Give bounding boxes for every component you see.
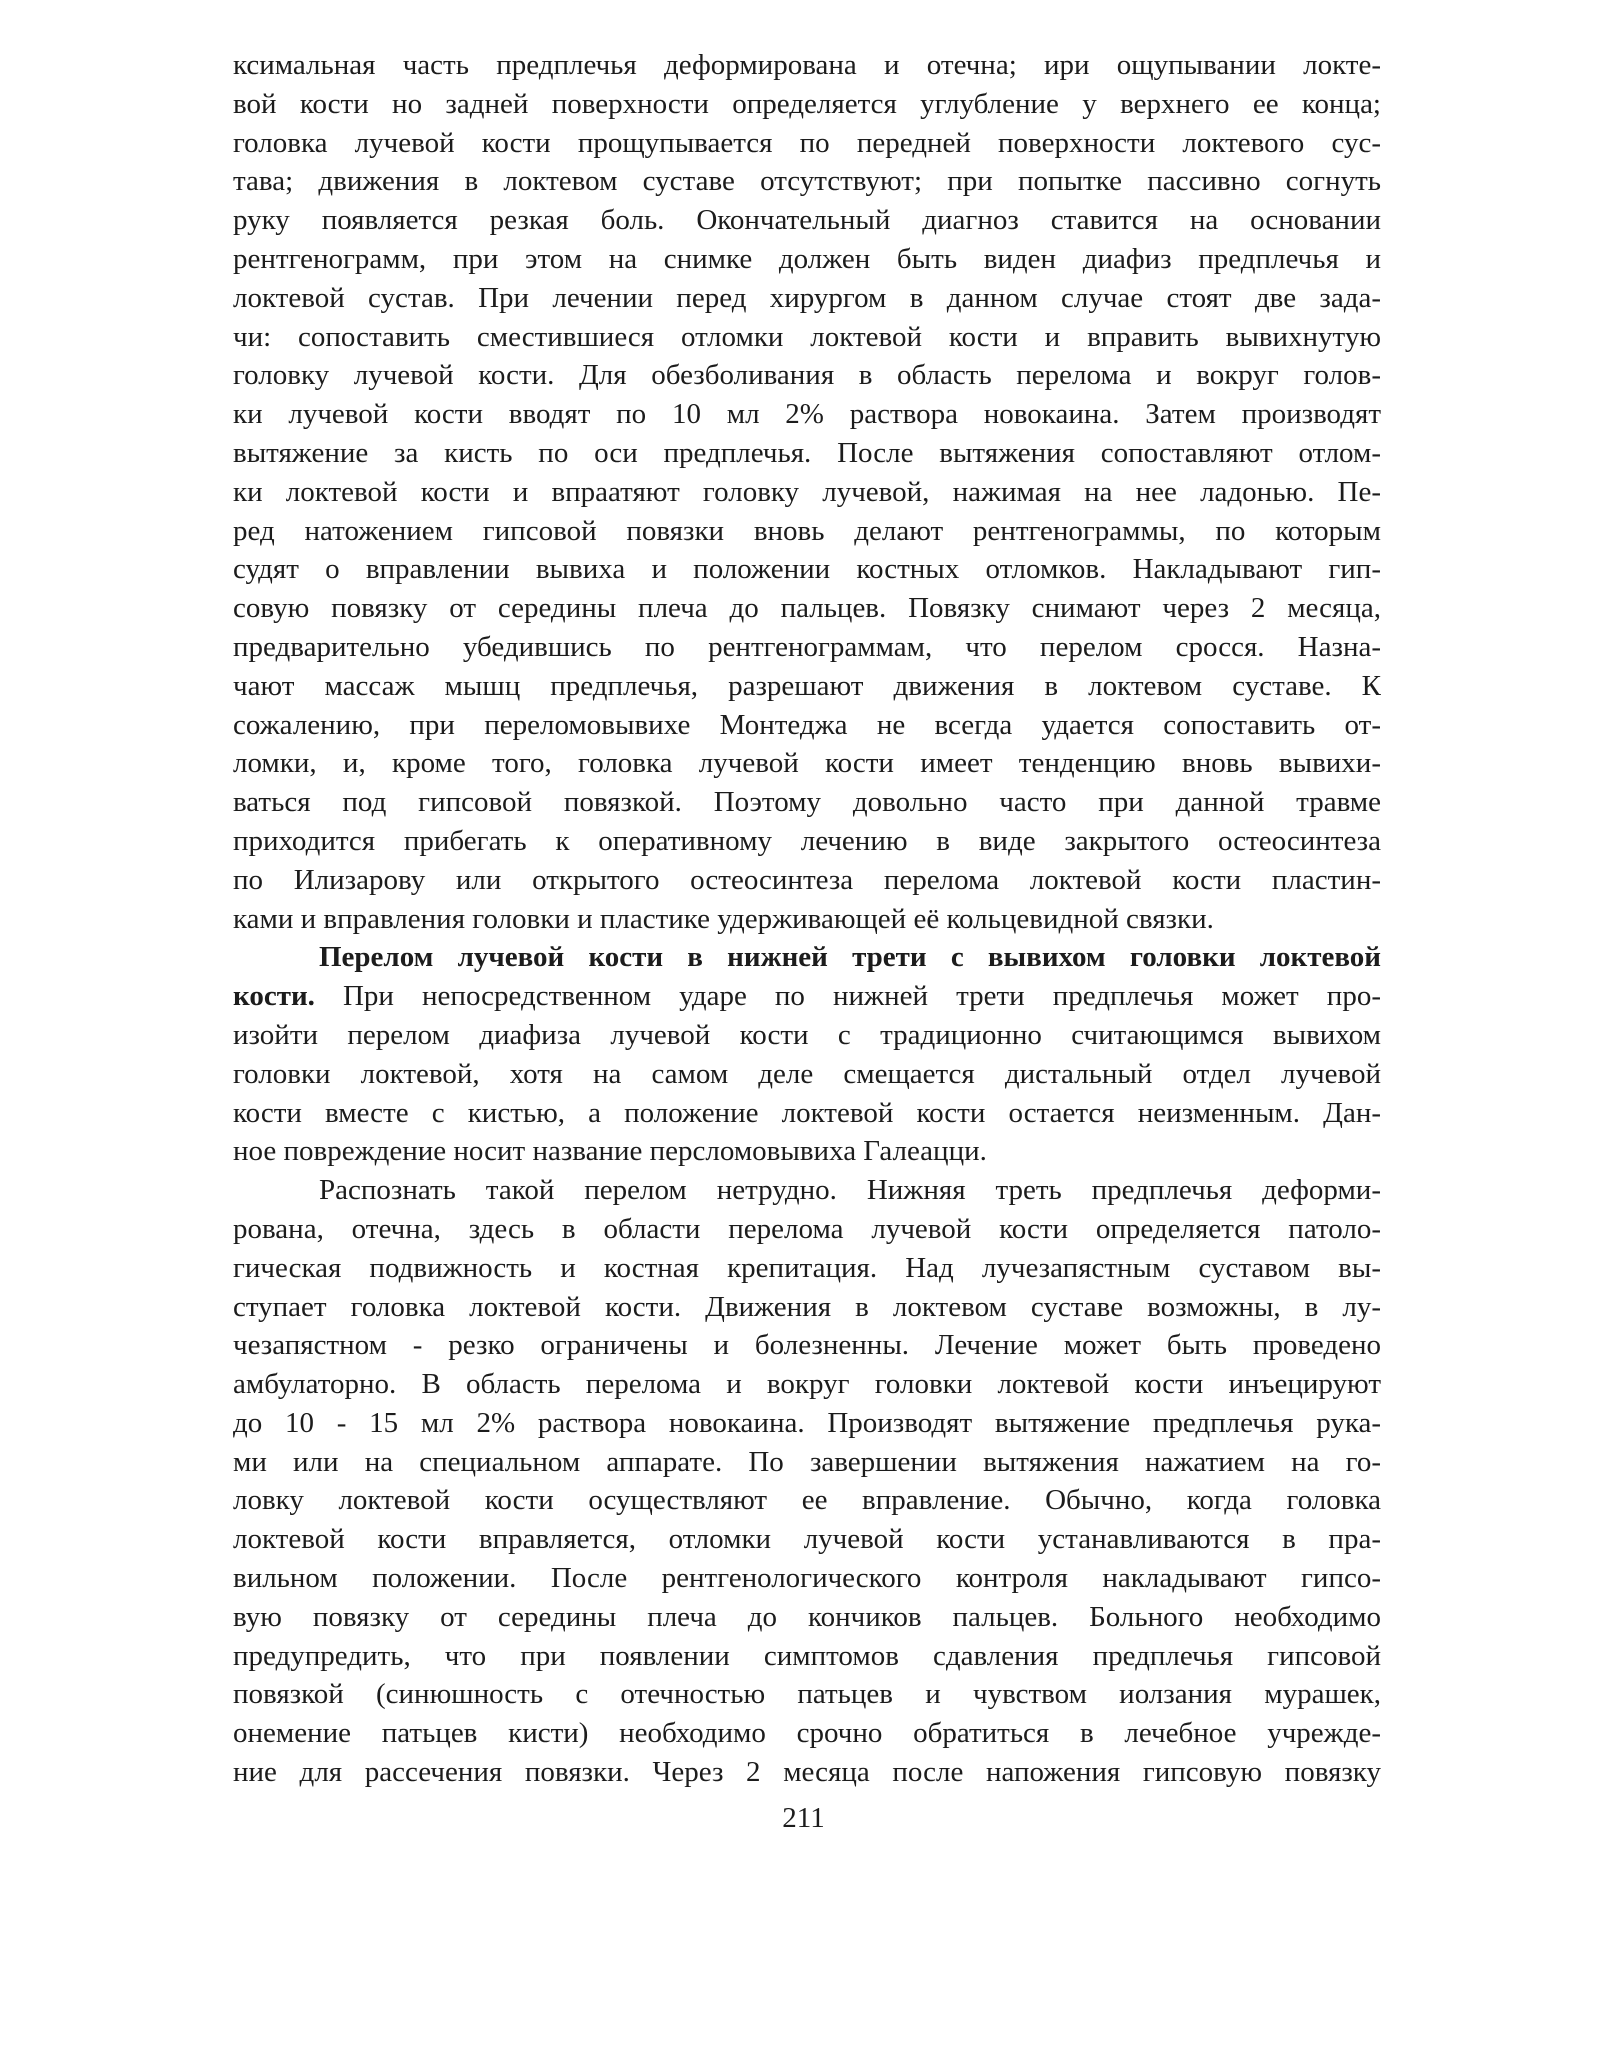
- text-line: ки лучевой кости вводят по 10 мл 2% раствора новокаина. Затем производят: [233, 398, 1381, 431]
- page-body: [233, 46, 1381, 1792]
- text-line: Распознать такой перелом нетрудно. Нижняя треть предплечья деформи-: [319, 1174, 1381, 1207]
- text-line: ками и вправления головки и пластике удерживающей её кольцевидной связки.: [233, 902, 1214, 935]
- text-line: головку лучевой кости. Для обезболивания в область перелома и вокруг голов-: [233, 359, 1381, 392]
- section-heading-end: кости.: [233, 980, 315, 1013]
- text-line: рентгенограмм, при этом на снимке должен быть виден диафиз предплечья и: [233, 242, 1381, 275]
- text-line: изойти перелом диафиза лучевой кости с традиционно считающимся вывихом: [233, 1018, 1381, 1051]
- text-line: ступает головка локтевой кости. Движения в локтевом суставе возможны, в лу-: [233, 1290, 1381, 1323]
- text-line: руку появляется резкая боль. Окончательный диагноз ставится на основании: [233, 204, 1381, 237]
- text-line: [233, 977, 1381, 1016]
- text-line: судят о вправлении вывиха и положении костных отломков. Накладывают гип-: [233, 553, 1381, 586]
- paragraph-3: [233, 1171, 1381, 1792]
- text-line: ние для рассечения повязки. Через 2 месяца после напожения гипсовую повязку: [233, 1756, 1381, 1789]
- text-line: вую повязку от середины плеча до кончиков пальцев. Больного необходимо: [233, 1600, 1381, 1633]
- text-line: предупредить, что при появлении симптомов сдавления предплечья гипсовой: [233, 1639, 1381, 1672]
- text-line: до 10 - 15 мл 2% раствора новокаина. Производят вытяжение предплечья рука-: [233, 1406, 1381, 1439]
- text-line: рована, отечна, здесь в области перелома лучевой кости определяется патоло-: [233, 1212, 1381, 1245]
- paragraph-1: [233, 46, 1381, 938]
- text-line: совую повязку от середины плеча до пальцев. Повязку снимают через 2 месяца,: [233, 592, 1381, 625]
- text-line: сожалению, при переломовывихе Монтеджа не всегда удается сопоставить от-: [233, 708, 1381, 741]
- text-line: предварительно убедившись по рентгенограммам, что перелом сросся. Назна-: [233, 630, 1381, 663]
- text-line: вытяжение за кисть по оси предплечья. После вытяжения сопоставляют отлом-: [233, 436, 1381, 469]
- page-number: 211: [782, 1802, 825, 1834]
- text-line: головки локтевой, хотя на самом деле смещается дистальный отдел лучевой: [233, 1057, 1381, 1090]
- text-line: ломки, и, кроме того, головка лучевой кости имеет тенденцию вновь вывихи-: [233, 747, 1381, 780]
- text-line: локтевой кости вправляется, отломки лучевой кости устанавливаются в пра-: [233, 1523, 1381, 1556]
- text-line: по Илизарову или открытого остеосинтеза перелома локтевой кости пластин-: [233, 863, 1381, 896]
- text-line: вильном положении. После рентгенологического контроля накладывают гипсо-: [233, 1562, 1381, 1595]
- text-line: онемение патьцев кисти) необходимо срочно обратиться в лечебное учрежде-: [233, 1717, 1381, 1750]
- text-line: чи: сопоставить сместившиеся отломки локтевой кости и вправить вывихнутую: [233, 320, 1381, 353]
- text-line: ваться под гипсовой повязкой. Поэтому довольно часто при данной травме: [233, 786, 1381, 819]
- text-line: амбулаторно. В область перелома и вокруг головки локтевой кости инъецируют: [233, 1368, 1381, 1401]
- text-line: локтевой сустав. При лечении перед хирургом в данном случае стоят две зада-: [233, 281, 1381, 314]
- text-line: чезапястном - резко ограничены и болезненны. Лечение может быть проведено: [233, 1329, 1381, 1362]
- text-line: ное повреждение носит название персломовывиха Галеацци.: [233, 1135, 987, 1168]
- text-line: ловку локтевой кости осуществляют ее вправление. Обычно, когда головка: [233, 1484, 1381, 1517]
- text-line: головка лучевой кости прощупывается по передней поверхности локтевого сус-: [233, 126, 1381, 159]
- section-heading: Перелом лучевой кости в нижней трети с вывихом головки локтевой: [319, 941, 1381, 974]
- text-line: чают массаж мышц предплечья, разрешают движения в локтевом суставе. К: [233, 669, 1381, 702]
- text-line: приходится прибегать к оперативному лечению в виде закрытого остеосинтеза: [233, 824, 1381, 857]
- text-line: тава; движения в локтевом суставе отсутствуют; при попытке пассивно согнуть: [233, 165, 1381, 198]
- text-line: повязкой (синюшность с отечностью патьцев и чувством иолзания мурашек,: [233, 1678, 1381, 1711]
- text-line: гическая подвижность и костная крепитация. Над лучезапястным суставом вы-: [233, 1251, 1381, 1284]
- text-line: ки локтевой кости и впраатяют головку лучевой, нажимая на нее ладонью. Пе-: [233, 475, 1381, 508]
- text-line: ксимальная часть предплечья деформирована и отечна; ири ощупывании локте-: [233, 49, 1381, 81]
- text-line: ред натожением гипсовой повязки вновь делают рентгенограммы, по которым: [233, 514, 1381, 547]
- text-line: ми или на специальном аппарате. По завершении вытяжения нажатием на го-: [233, 1445, 1381, 1478]
- paragraph-2: [233, 938, 1381, 1171]
- text-line: вой кости но задней поверхности определяется углубление у верхнего ее конца;: [233, 87, 1381, 120]
- text-run: При непосредственном ударе по нижней трети предплечья может про-: [314, 980, 1381, 1013]
- text-line: кости вместе с кистью, а положение локтевой кости остается неизменным. Дан-: [233, 1096, 1381, 1129]
